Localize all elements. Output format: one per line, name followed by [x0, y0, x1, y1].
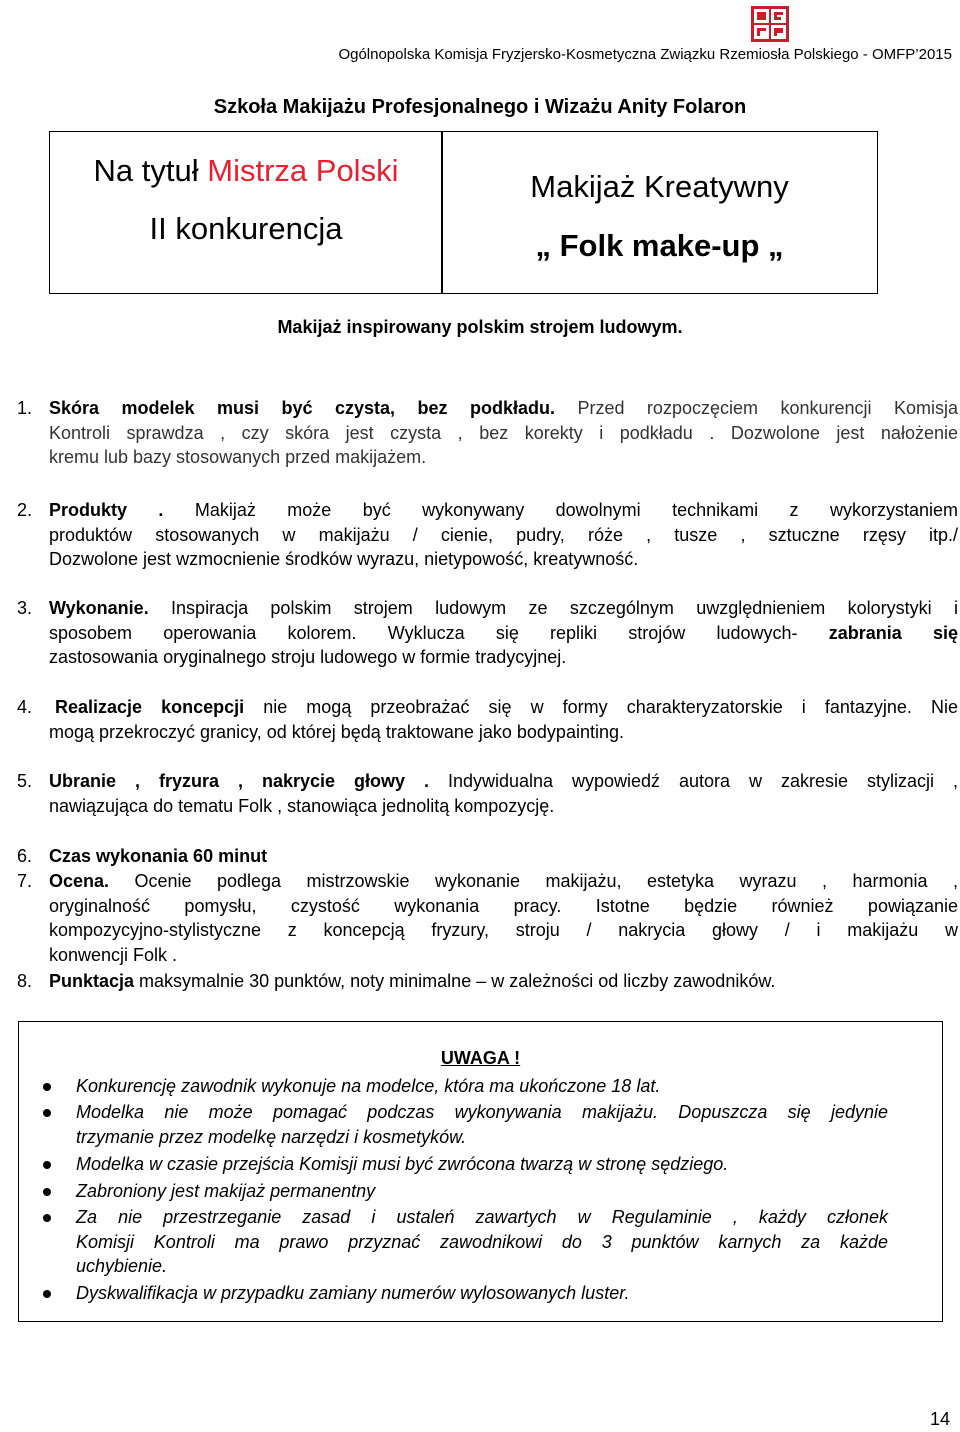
rule-title: Punktacja — [49, 971, 135, 991]
warning-text: Dyskwalifikacja w przypadku zamiany numerów wylosowanych luster. — [76, 1283, 630, 1303]
competition-number: II konkurencja — [149, 211, 343, 246]
rule-text: Dozwolone jest wzmocnienie środków wyrazu, nietypowość, kreatywność. — [49, 549, 639, 569]
rule-text: nie mogą przeobrażać się w formy charakteryzatorskie i fantazyjne. Nie — [244, 697, 958, 717]
rule-title: Ocena. — [49, 871, 110, 891]
warning-item — [76, 1100, 888, 1149]
warning-item — [76, 1205, 888, 1279]
rule-number: 6. — [17, 846, 33, 866]
warning-item — [76, 1152, 888, 1177]
warning-text: uchybienie. — [76, 1256, 168, 1276]
title-box-left — [49, 131, 443, 294]
bullet-icon — [43, 1214, 51, 1222]
warning-text: Modelka nie może pomagać podczas wykonywania makijażu. Dopuszcza się jedynie — [76, 1102, 888, 1122]
rule-number: 8. — [17, 971, 33, 991]
warning-item — [76, 1074, 888, 1099]
rule-text: Ocenie podlega mistrzowskie wykonanie makijażu, estetyka wyrazu , harmonia , — [109, 871, 958, 891]
rule-text: Indywidualna wypowiedź autora w zakresie stylizacji , — [428, 771, 958, 791]
rule-text: Inspiracja polskim strojem ludowym ze szczególnym uwzględnieniem kolorystyki i — [148, 598, 958, 618]
bullet-icon — [43, 1109, 51, 1117]
rule-text: Kontroli sprawdza , czy skóra jest czysta , bez korekty i podkładu . Dozwolone jest nałożenie — [49, 422, 958, 443]
rule-number: 3. — [17, 598, 33, 618]
rule-body — [49, 396, 958, 470]
subtitle: Makijaż inspirowany polskim strojem ludowym. — [277, 317, 683, 337]
title-highlight: Mistrza Polski — [207, 153, 399, 188]
rule-text: oryginalność pomysłu, czystość wykonania pracy. Istotne będzie również powiązanie — [49, 895, 958, 916]
rule-number: 7. — [17, 871, 33, 891]
rule-text: maksymalnie 30 punktów, noty minimalne – w zależności od liczby zawodników. — [134, 971, 776, 991]
rule-title: Wykonanie. — [49, 598, 149, 618]
rule-body — [49, 596, 958, 670]
rule-body — [49, 769, 958, 818]
warning-text: Modelka w czasie przejścia Komisji musi być zwrócona twarzą w stronę sędziego. — [76, 1154, 729, 1174]
page-number: 14 — [929, 1409, 950, 1429]
rule-body — [49, 498, 958, 572]
rule-body — [55, 695, 958, 720]
rule-text: nawiązująca do tematu Folk , stanowiąca jednolitą kompozycję. — [49, 795, 555, 816]
rule-number: 4. — [17, 697, 33, 717]
warning-text: Zabroniony jest makijaż permanentny — [76, 1181, 376, 1201]
rule-body-continued — [49, 720, 958, 745]
title-line-1 — [50, 153, 442, 189]
rule-title: Realizacje koncepcji — [55, 697, 245, 717]
rule-emphasis: zabrania się — [828, 622, 958, 643]
warning-item — [76, 1281, 888, 1306]
rule-text: kremu lub bazy stosowanych przed makijażem. — [49, 447, 427, 467]
rule-title: Produkty . — [49, 500, 164, 520]
bullet-icon — [43, 1161, 51, 1169]
bullet-icon — [43, 1188, 51, 1196]
warning-title: UWAGA ! — [440, 1048, 521, 1068]
title-box-right — [441, 131, 878, 294]
rule-text: zastosowania oryginalnego stroju ludowego w formie tradycyjnej. — [49, 647, 567, 667]
rule-body — [49, 969, 958, 994]
rule-text: konwencji Folk . — [49, 944, 178, 965]
warning-box — [18, 1021, 943, 1322]
warning-text: Komisji Kontroli ma prawo przyznać zawodnikowi do 3 punktów karnych za każde — [76, 1231, 888, 1252]
rule-text: mogą przekroczyć granicy, od której będą traktowane jako bodypainting. — [49, 721, 624, 742]
rule-text: Makijaż może być wykonywany dowolnymi technikami z wykorzystaniem — [163, 500, 958, 520]
rule-text: produktów stosowanych w makijażu / cienie, pudry, róże , tusze , sztuczne rzęsy itp./ — [49, 524, 958, 545]
organization-header: Ogólnopolska Komisja Fryzjersko-Kosmetyczna Związku Rzemiosła Polskiego - OMFP’2015 — [338, 46, 952, 63]
omfp-logo — [751, 6, 789, 42]
rule-number: 1. — [17, 398, 33, 418]
bullet-icon — [43, 1083, 51, 1091]
rule-text: sposobem operowania kolorem. Wyklucza się repliki strojów ludowych- — [49, 622, 829, 643]
rule-number: 2. — [17, 500, 33, 520]
warning-text: Konkurencję zawodnik wykonuje na modelce, która ma ukończone 18 lat. — [76, 1076, 661, 1096]
rule-body — [49, 869, 958, 967]
bullet-icon — [43, 1290, 51, 1298]
rule-title: Ubranie , fryzura , nakrycie głowy . — [49, 771, 429, 791]
rule-body — [49, 844, 958, 869]
rule-number: 5. — [17, 771, 33, 791]
warning-text: Za nie przestrzeganie zasad i ustaleń zawartych w Regulaminie , każdy członek — [76, 1207, 888, 1227]
rule-text: kompozycyjno-stylistyczne z koncepcją fryzury, stroju / nakrycia głowy / i makijażu w — [49, 920, 958, 940]
rule-title: Skóra modelek musi być czysta, bez podkładu. — [49, 398, 555, 418]
category-title: Makijaż Kreatywny — [530, 169, 789, 204]
category-subtitle: „ Folk make-up „ — [535, 228, 784, 263]
rule-title: Czas wykonania 60 minut — [49, 846, 268, 866]
rule-text: Przed rozpoczęciem konkurencji Komisja — [554, 398, 958, 418]
warning-item — [76, 1179, 888, 1204]
warning-text: trzymanie przez modelkę narzędzi i kosmetyków. — [76, 1126, 467, 1147]
title-prefix: Na tytuł — [93, 153, 199, 188]
school-title: Szkoła Makijażu Profesjonalnego i Wizażu Anity Folaron — [213, 96, 747, 118]
